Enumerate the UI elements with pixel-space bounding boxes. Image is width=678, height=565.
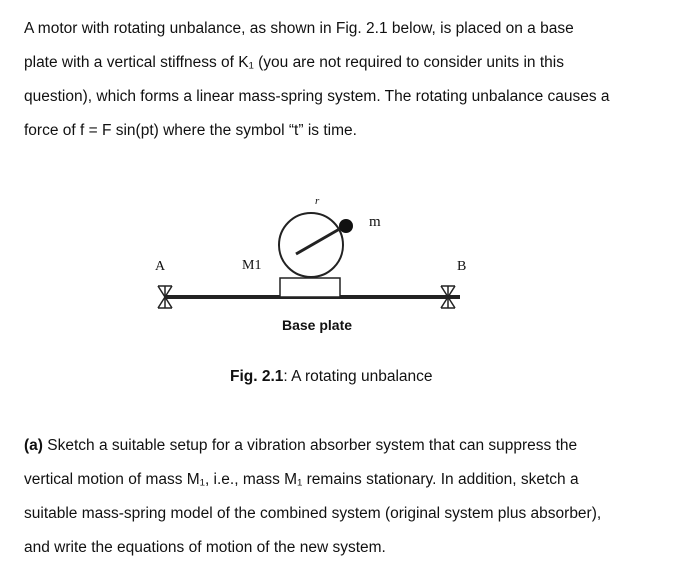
unbalance-mass [339,219,353,233]
question-line: and write the equations of motion of the new system. [24,539,386,556]
question-a-label: (a) [24,437,43,454]
intro-line: plate with a vertical stiffness of K₁ (you are not required to consider units in this [24,54,564,71]
intro-line: A motor with rotating unbalance, as shown in Fig. 2.1 below, is placed on a base [24,20,574,37]
base-plate-label: Base plate [282,317,353,333]
question-line: vertical motion of mass M₁, i.e., mass M₁ remains stationary. In addition, sketch a [24,471,579,488]
question-a-text: Sketch a suitable setup for a vibration absorber system that can suppress the [42,437,578,454]
label-m1: M1 [242,258,262,273]
intro-line: force of f = F sin(pt) where the symbol “t” is time. [24,122,357,139]
figure-caption [230,368,433,386]
question-a-paragraph [24,429,664,565]
caption-text: : A rotating unbalance [283,368,433,385]
motor-mount [280,278,340,297]
question-line [24,429,664,463]
label-r: r [315,195,320,207]
label-m: m [369,214,381,230]
caption-figure-number: Fig. 2.1 [230,368,284,385]
intro-line: question), which forms a linear mass-spring system. The rotating unbalance causes a [24,88,610,105]
label-b: B [457,259,467,274]
label-a: A [155,259,166,274]
question-line: suitable mass-spring model of the combined system (original system plus absorber), [24,505,602,522]
